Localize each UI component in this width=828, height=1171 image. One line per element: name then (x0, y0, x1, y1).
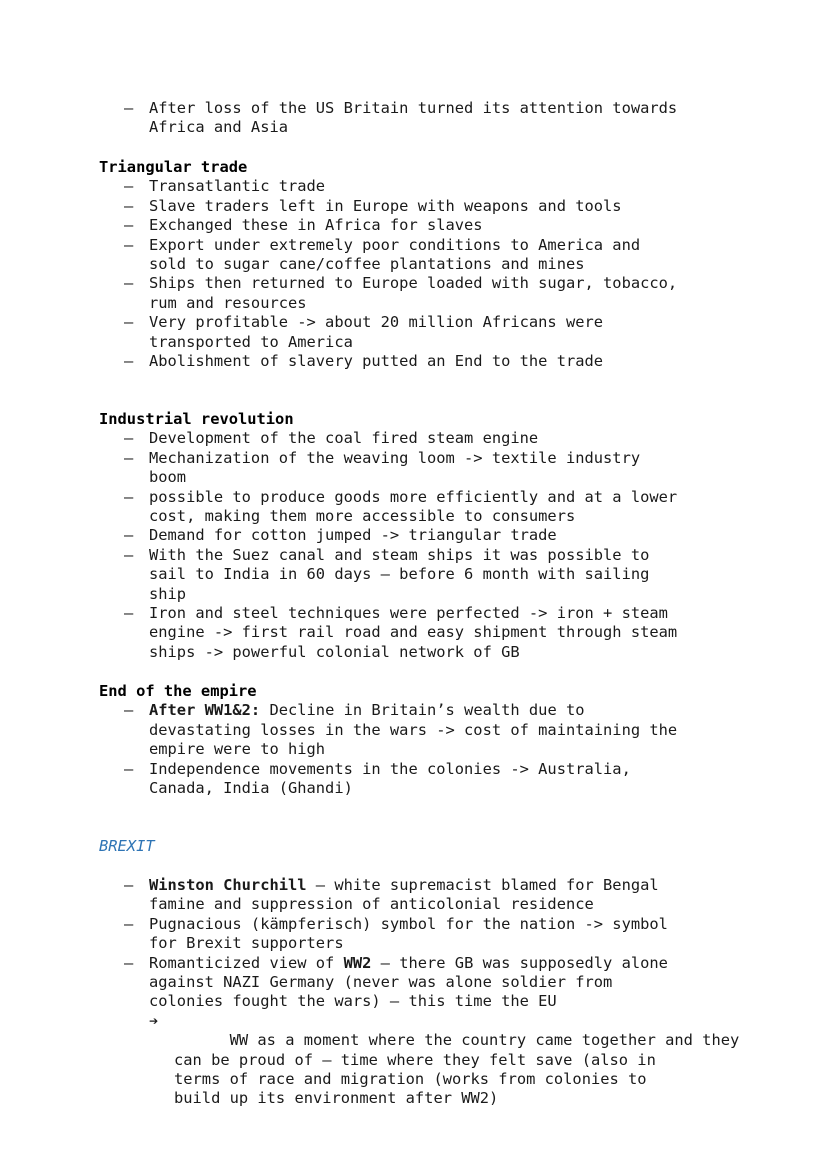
list-item (99, 876, 739, 915)
list-item: – After loss of the US Britain turned its attention towards Africa and Asia (99, 99, 739, 138)
list-item: – Iron and steel techniques were perfected -> iron + steam engine -> first rail road and easy shipment through steam ships -> powerful colonial network of GB (99, 604, 739, 662)
section-heading-end-of-empire: End of the empire (99, 682, 257, 700)
list-item: – Development of the coal fired steam engine (99, 429, 739, 448)
end-of-empire-section (99, 682, 739, 798)
triangular-trade-list (99, 177, 739, 371)
arrow-right-icon: ➔ (149, 1011, 159, 1030)
triangular-trade-section (99, 158, 739, 371)
end-of-empire-list (99, 701, 739, 798)
arrow-subitem-text: WW as a moment where the country came together and they can be proud of – time where they felt save (also in terms of race and migration (works from colonies to build up its environment after WW2) (174, 1031, 740, 1108)
list-item (99, 954, 739, 1012)
list-item: – Independence movements in the colonies -> Australia, Canada, India (Ghandi) (99, 760, 739, 799)
list-item: – Demand for cotton jumped -> triangular trade (99, 526, 739, 545)
list-item: – With the Suez canal and steam ships it was possible to sail to India in 60 days – before 6 month with sailing ship (99, 546, 739, 604)
brexit-section (99, 876, 739, 1128)
item-text: Romanticized view of (149, 953, 344, 972)
brexit-title: BREXIT (99, 837, 155, 855)
item-text: – there GB was supposedly alone against NAZI Germany (never was alone soldier from colonies fought the wars) – this time the EU (149, 953, 668, 1011)
list-item: – Abolishment of slavery putted an End to the trade (99, 352, 739, 371)
industrial-revolution-list (99, 429, 739, 662)
list-item: – Slave traders left in Europe with weapons and tools (99, 197, 739, 216)
list-item: – Pugnacious (kämpferisch) symbol for the nation -> symbol for Brexit supporters (99, 915, 739, 954)
list-item: – Exchanged these in Africa for slaves (99, 216, 739, 235)
arrow-subitem (99, 1012, 739, 1128)
industrial-revolution-section (99, 410, 739, 662)
bold-term: After WW1&2: (149, 701, 261, 720)
list-item: – Very profitable -> about 20 million Africans were transported to America (99, 313, 739, 352)
intro-section (99, 99, 739, 138)
list-item: – Transatlantic trade (99, 177, 739, 196)
section-heading-triangular-trade: Triangular trade (99, 158, 248, 176)
brexit-list (99, 876, 739, 1012)
list-item (99, 701, 739, 759)
section-heading-industrial-revolution: Industrial revolution (99, 410, 294, 428)
item-text: Decline in Britain’s wealth due to devastating losses in the wars -> cost of maintaining the empire were to high (149, 701, 678, 759)
intro-list (99, 99, 739, 138)
list-item: – possible to produce goods more efficiently and at a lower cost, making them more accessible to consumers (99, 488, 739, 527)
item-text: – white supremacist blamed for Bengal famine and suppression of anticolonial residence (149, 876, 659, 914)
bold-term: Winston Churchill (149, 876, 307, 894)
bold-term: WW2 (343, 953, 372, 972)
list-item: – Mechanization of the weaving loom -> textile industry boom (99, 449, 739, 488)
brexit-heading-block (99, 837, 739, 856)
list-item: – Ships then returned to Europe loaded with sugar, tobacco, rum and resources (99, 274, 739, 313)
list-item: – Export under extremely poor conditions to America and sold to sugar cane/coffee plantations and mines (99, 236, 739, 275)
